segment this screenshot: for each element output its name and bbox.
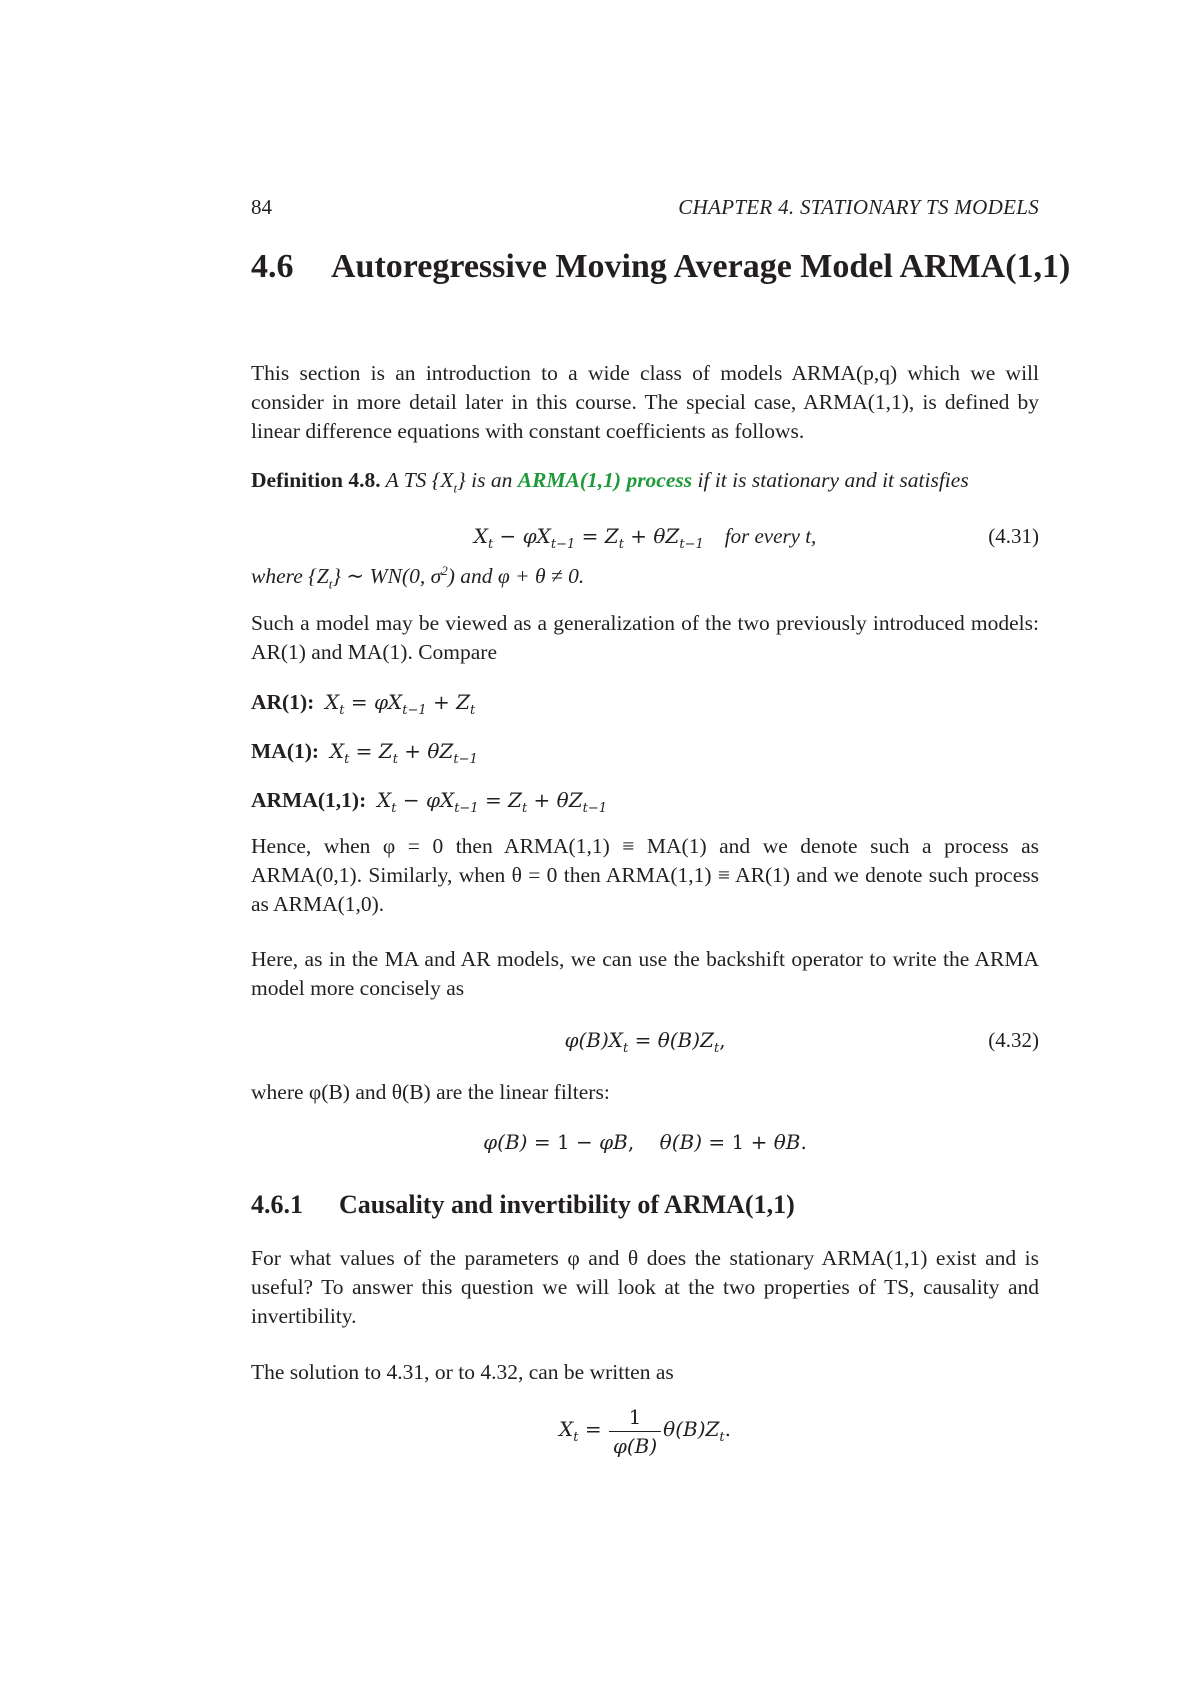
chapter-title: CHAPTER 4. STATIONARY TS MODELS [678, 195, 1039, 219]
fraction-numerator: 1 [609, 1405, 661, 1432]
where-text-a: where {Z [251, 564, 329, 588]
generalization-paragraph: Such a model may be viewed as a generalization of the two previously introduced models: AR(1) and MA(1). Compare [251, 611, 1039, 664]
equation-number-4-31: (4.31) [988, 524, 1039, 548]
arma11-model: ARMA(1,1): $X_t - \varphi X_{t-1} = Z_t + \theta Z_{t-1}$ [251, 788, 608, 816]
section-number: 4.6 [251, 248, 294, 285]
definition-text-a: A TS {X [380, 468, 454, 492]
equation-4-32: $\varphi(B)X_t = \theta(B)Z_t$, (4.32) [564, 1028, 1039, 1056]
ma1-label: MA(1): [251, 739, 320, 763]
definition-label: Definition 4.8. [251, 468, 381, 492]
ma1-model: MA(1): $X_t = Z_t + \theta Z_{t-1}$ [251, 739, 478, 767]
definition-block: Definition 4.8. A TS $\{X_t\}$ is an ARMA(1,1) process if it is stationary and it satisfies [251, 468, 969, 496]
subsection-heading [251, 1190, 1039, 1220]
for-every-text: for every t, [724, 524, 817, 548]
subsection-title: Causality and invertibility of ARMA(1,1) [339, 1190, 795, 1219]
fraction: $\frac{1}{\varphi(B)}$ [609, 1405, 661, 1458]
section-heading [251, 248, 1071, 286]
definition-text-c: if it is stationary and it satisfies [692, 468, 969, 492]
filters-equation: φ(B) = 1 − φB, θ(B) = 1 + θB. [483, 1130, 807, 1154]
subsection-number: 4.6.1 [251, 1190, 303, 1219]
where-text-c: ) and φ + θ ≠ 0. [447, 564, 585, 588]
solution-equation: $X_t$ = $\frac{1}{\varphi(B)}$ $\theta(B)Z_t$. [558, 1405, 731, 1458]
question-paragraph: For what values of the parameters φ and θ does the stationary ARMA(1,1) exist and is useful? To answer this question we will look at the two properties of TS, causality and invertibility. [251, 1246, 1039, 1328]
hence-paragraph: Hence, when φ = 0 then ARMA(1,1) ≡ MA(1) and we denote such a process as ARMA(0,1). Similarly, when θ = 0 then ARMA(1,1) ≡ AR(1) and we denote such process as ARMA(1,0). [251, 834, 1039, 916]
equation-4-31: $X_t - \varphi X_{t-1} = Z_t + \theta Z_{t-1}$ for every t, (4.31) [473, 524, 1039, 552]
intro-paragraph: This section is an introduction to a wide class of models ARMA(p,q) which we will consider in more detail later in this course. The special case, ARMA(1,1), is defined by linear difference equations with constant coefficients as follows. [251, 361, 1039, 443]
section-title: Autoregressive Moving Average Model ARMA(1,1) [331, 248, 1071, 285]
definition-term: ARMA(1,1) process [517, 468, 693, 492]
definition-text-b: } is an [457, 468, 518, 492]
filters-text: where φ(B) and θ(B) are the linear filters: [251, 1080, 610, 1104]
ar1-label: AR(1): [251, 690, 315, 714]
ar1-model: AR(1): $X_t = \varphi X_{t-1} + Z_t$ [251, 690, 476, 718]
where-text-b: } ∼ WN(0, σ [332, 564, 442, 588]
equation-number-4-32: (4.32) [988, 1028, 1039, 1052]
solution-text: The solution to 4.31, or to 4.32, can be written as [251, 1360, 674, 1384]
backshift-paragraph: Here, as in the MA and AR models, we can use the backshift operator to write the ARMA model more concisely as [251, 947, 1039, 1000]
definition-where: where $\{Z_t\}$ ∼ WN(0, $\sigma^2$) and φ + θ ≠ 0. [251, 562, 585, 592]
arma11-label: ARMA(1,1): [251, 788, 367, 812]
page-number: 84 [251, 195, 272, 219]
